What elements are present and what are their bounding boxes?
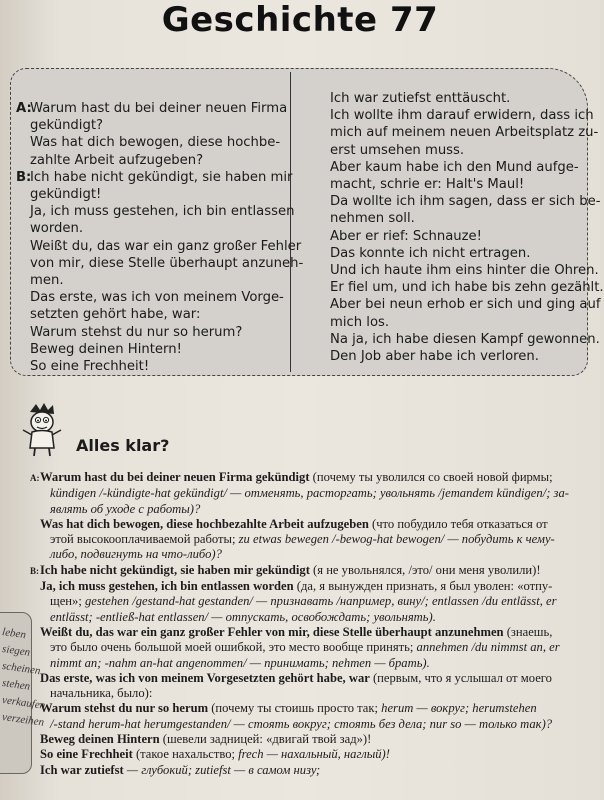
vocab-line: B:Ich habe nicht gekündigt, sie haben mir gekündigt (я не увольнялся, /это/ они меня уволили)!: [40, 563, 600, 579]
speaker-label: A:: [16, 101, 32, 116]
dialog-line: erst umsehen muss.: [330, 142, 465, 158]
dialog-line: setzten gehört habe, war:: [30, 307, 201, 323]
vocab-line: это было очень большой моей ошибкой, это место вообще принять; annehmen /du nimmst an, er: [50, 640, 560, 655]
dialog-line: Aber er rief: Schnauze!: [330, 228, 482, 244]
section-heading: Alles klar?: [76, 436, 170, 455]
dialog-line: mich los.: [330, 314, 390, 330]
dialog-line: Was hat dich bewogen, diese hochbe-: [30, 135, 281, 151]
dialog-line: mich auf meinem neuen Arbeitsplatz zu-: [330, 125, 599, 141]
dialog-line: B:Ich habe nicht gekündigt, sie haben mir: [16, 169, 293, 185]
dialog-line: Das konnte ich nicht ertragen.: [330, 245, 531, 261]
dialog-line: Ich wollte ihm darauf erwidern, dass ich: [330, 108, 594, 124]
vocab-line: этой высокооплачиваемой работы; zu etwas bewegen /-bewog-hat bewogen/ — побудить к чему-: [50, 532, 555, 547]
vocab-commentary: [30, 470, 600, 778]
speaker-marker: B:: [30, 565, 39, 576]
dialog-line: Aber bei neun erhob er sich und ging auf: [330, 297, 601, 313]
dialog-line: Da wollte ich ihm sagen, dass er sich be-: [330, 194, 601, 210]
vocab-line: Ja, ich muss gestehen, ich bin entlassen worden (да, я вынужден признать, я был уволен: «отпу-: [40, 579, 553, 594]
mascot-icon: [20, 402, 64, 458]
page-title: Geschichte 77: [161, 0, 439, 40]
vocab-line: nimmt an; -nahm an-hat angenommen/ — принимать; nehmen — брать).: [50, 655, 430, 670]
speaker-label: B:: [16, 169, 32, 185]
vocab-line: kündigen /-kündigte-hat gekündigt/ — отменять, расторгать; увольнять /jemandem kündigen/; за-: [50, 486, 569, 501]
vocab-line: Was hat dich bewogen, diese hochbezahlte Arbeit aufzugeben (что побудило тебя отказаться от: [40, 516, 548, 531]
vocab-line: щен»; gestehen /gestand-hat gestanden/ — признавать /например, вину/; entlassen /du entlässt, er: [50, 594, 557, 609]
dialog-line: gekündigt?: [30, 118, 104, 134]
dialog-line: macht, schrie er: Halt's Maul!: [330, 177, 525, 193]
vocab-line: entlässt; -entließ-hat entlassen/ — отпускать, освобождать; увольнять).: [50, 609, 436, 624]
vocab-line: являть об уходе с работы)?: [50, 501, 201, 516]
dialog-line: nehmen soll.: [330, 211, 415, 227]
vocab-line: Das erste, was ich von meinem Vorgesetzten gehört habe, war (первым, что я услышал от моего: [40, 670, 552, 685]
vocab-line: So eine Frechheit (такое нахальство; frech — нахальный, наглый)!: [40, 747, 390, 762]
dialog-line: Warum stehst du nur so herum?: [30, 324, 243, 340]
dialog-right-column: [330, 90, 604, 365]
vocab-line: A:Warum hast du bei deiner neuen Firma gekündigt (почему ты уволился со своей новой фирмы;: [40, 470, 600, 486]
vocab-line: Beweg deinen Hintern (шевели задницей: «двигай твой зад»)!: [40, 732, 372, 747]
dialog-line: men.: [30, 273, 64, 289]
vocab-line: Weißt du, das war ein ganz großer Fehler von mir, diese Stelle überhaupt anzunehmen (знаешь,: [40, 624, 553, 639]
side-tab-word: siegen: [1, 642, 31, 659]
dialog-line: Ich war zutiefst enttäuscht.: [330, 91, 511, 106]
side-tab-words: [1, 625, 47, 729]
dialog-line: von mir, diese Stelle überhaupt anzuneh-: [30, 255, 304, 271]
dialog-line: So eine Frechheit!: [30, 359, 150, 375]
dialog-line: Den Job aber habe ich verloren.: [330, 349, 539, 365]
dialog-left-column: [16, 100, 304, 375]
speaker-marker: A:: [30, 473, 40, 483]
vocab-line: Ich war zutiefst — глубокий; zutiefst — в самом низу;: [40, 762, 321, 777]
dialog-line: Weißt du, das war ein ganz großer Fehler: [30, 238, 302, 254]
side-tab-word: verkaufen: [1, 693, 47, 712]
vocab-line: /-stand herum-hat herumgestanden/ — стоять вокруг; стоять без дела; nur so — только так)?: [50, 716, 553, 731]
dialog-line: gekündigt!: [30, 187, 102, 203]
dialog-line: zahlte Arbeit aufzugeben?: [30, 152, 204, 168]
side-tab-word: verzeihen: [1, 710, 45, 729]
vocab-line: начальника, было):: [50, 686, 153, 701]
dialog-line: Das erste, was ich von meinem Vorge-: [30, 290, 284, 306]
dialog-line: A:Warum hast du bei deiner neuen Firma: [16, 101, 288, 116]
vocab-line: либо, подвигнуть на что-либо)?: [50, 547, 222, 562]
side-tab-word: stehen: [1, 676, 31, 693]
dialog-line: Na ja, ich habe diesen Kampf gewonnen.: [330, 331, 600, 347]
vocab-line: Warum stehst du nur so herum (почему ты стоишь просто так; herum — вокруг; herumstehen: [40, 701, 537, 716]
dialog-line: worden.: [30, 221, 84, 237]
dialog-line: Und ich haute ihm eins hinter die Ohren.: [330, 263, 599, 279]
dialog-line: Aber kaum habe ich den Mund aufge-: [330, 159, 579, 175]
side-tab-word: leben: [1, 625, 27, 642]
dialog-line: Er fiel um, und ich habe bis zehn gezählt.: [330, 280, 604, 296]
side-tab-word: scheinen: [1, 659, 42, 678]
dialog-line: Ja, ich muss gestehen, ich bin entlassen: [30, 204, 295, 220]
dialog-divider: [290, 72, 291, 372]
dialog-line: Beweg deinen Hintern!: [30, 341, 182, 357]
